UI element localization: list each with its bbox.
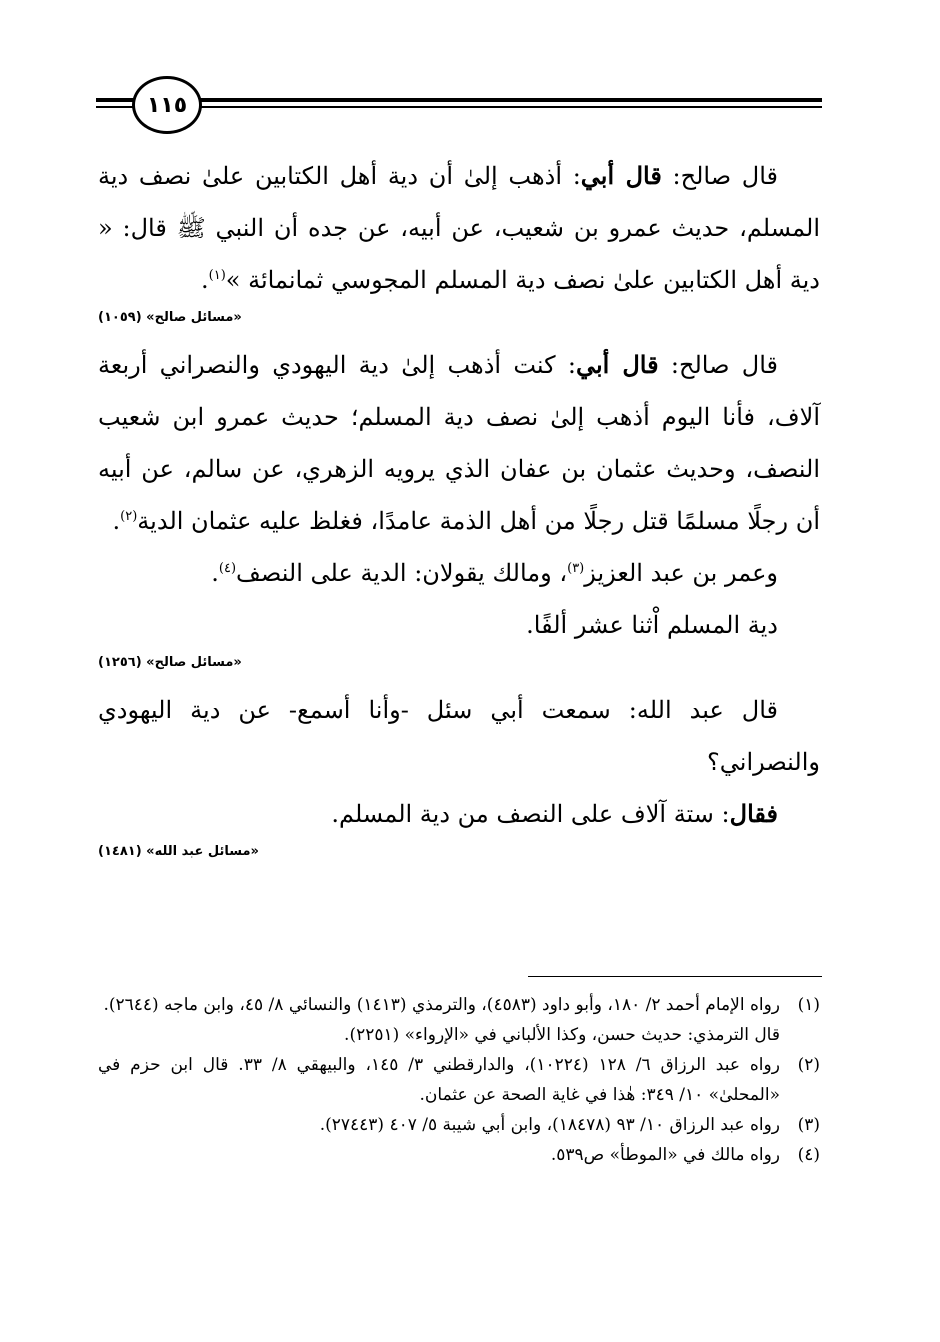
- text-line: فقال: ستة آلاف على النصف من دية المسلم.: [331, 799, 778, 828]
- source-citation: «مسائل صالح» (١٢٥٦): [98, 655, 242, 670]
- paragraph: قال عبد الله: سمعت أبي سئل -وأنا أسمع- عن دية اليهودي والنصراني؟: [98, 696, 820, 776]
- footnote-number: (٢): [797, 1055, 820, 1075]
- footnote: [98, 1050, 820, 1110]
- footnote-divider: [528, 976, 822, 977]
- footnote-number: (٤): [797, 1145, 820, 1165]
- paragraph: قال صالح: قال أبي: كنت أذهب إلىٰ دية اليهودي والنصراني أربعة آلاف، فأنا اليوم أذهب إلىٰ نصف دية المسلم؛ حديث عمرو ابن شعيب النصف، وحديث عثمان بن عفان الذي يرويه الزهري، عن سالم، عن أبيه أن رجلًا مسلمًا قتل رجلًا من أهل الذمة عامدًا، فغلظ عليه عثمان الدية$^{(٢)}$.: [98, 350, 820, 535]
- footnote: [98, 1110, 820, 1140]
- text-line: وعمر بن عبد العزيز$^{(٣)}$، ومالك يقولان: الدية على النصف$^{(٤)}$.: [211, 559, 778, 587]
- footnote-ref[interactable]: (٢): [120, 509, 138, 524]
- footnote-ref[interactable]: (١): [208, 268, 226, 283]
- footnote-text: رواه عبد الرزاق ٦/ ١٢٨ (١٠٢٢٤)، والدارقطني ٣/ ١٤٥، والبيهقي ٨/ ٣٣. قال ابن حزم في «المحلىٰ» ١٠/ ٣٤٩: هٰذا في غاية الصحة عن عثمان.: [98, 1055, 780, 1105]
- footnote-number: (١): [797, 995, 820, 1015]
- footnote: [98, 990, 820, 1020]
- footnote-ref[interactable]: (٣): [567, 561, 585, 576]
- text-line: دية المسلم اْثنا عشر ألفًا.: [526, 611, 778, 639]
- footnote-number: (٣): [797, 1115, 820, 1135]
- source-citation: «مسائل عبد الله» (١٤٨١): [98, 844, 259, 859]
- header-rule-thick: [96, 98, 822, 102]
- main-text: [98, 150, 820, 873]
- page-header: [96, 76, 822, 132]
- footnote-text: رواه عبد الرزاق ١٠/ ٩٣ (١٨٤٧٨)، وابن أبي شيبة ٥/ ٤٠٧ (٢٧٤٤٣).: [319, 1115, 780, 1135]
- footnote-subtext: قال الترمذي: حديث حسن، وكذا الألباني في «الإرواء» (٢٢٥١).: [344, 1025, 780, 1045]
- paragraph: قال صالح: قال أبي: أذهب إلىٰ أن دية أهل الكتابين علىٰ نصف دية المسلم، حديث عمرو بن شعيب، عن أبيه، عن جده أن النبي ﷺ قال: « دية أهل الكتابين علىٰ نصف دية المسلم المجوسي ثمانمائة »$^{(١)}$.: [98, 161, 820, 294]
- footnote-text: رواه الإمام أحمد ٢/ ١٨٠، وأبو داود (٤٥٨٣)، والترمذي (١٤١٣) والنسائي ٨/ ٤٥، وابن ماجه (٢٦٤٤).: [103, 995, 780, 1015]
- footnote: [98, 1140, 820, 1170]
- source-citation: «مسائل صالح» (١٠٥٩): [98, 310, 242, 325]
- page-number: ١١٥: [132, 76, 202, 134]
- footnote-ref[interactable]: (٤): [218, 561, 237, 576]
- footnotes: [98, 990, 820, 1170]
- header-rule-thin: [96, 106, 822, 108]
- footnote-text: رواه مالك في «الموطأ» ص٥٣٩.: [550, 1145, 780, 1165]
